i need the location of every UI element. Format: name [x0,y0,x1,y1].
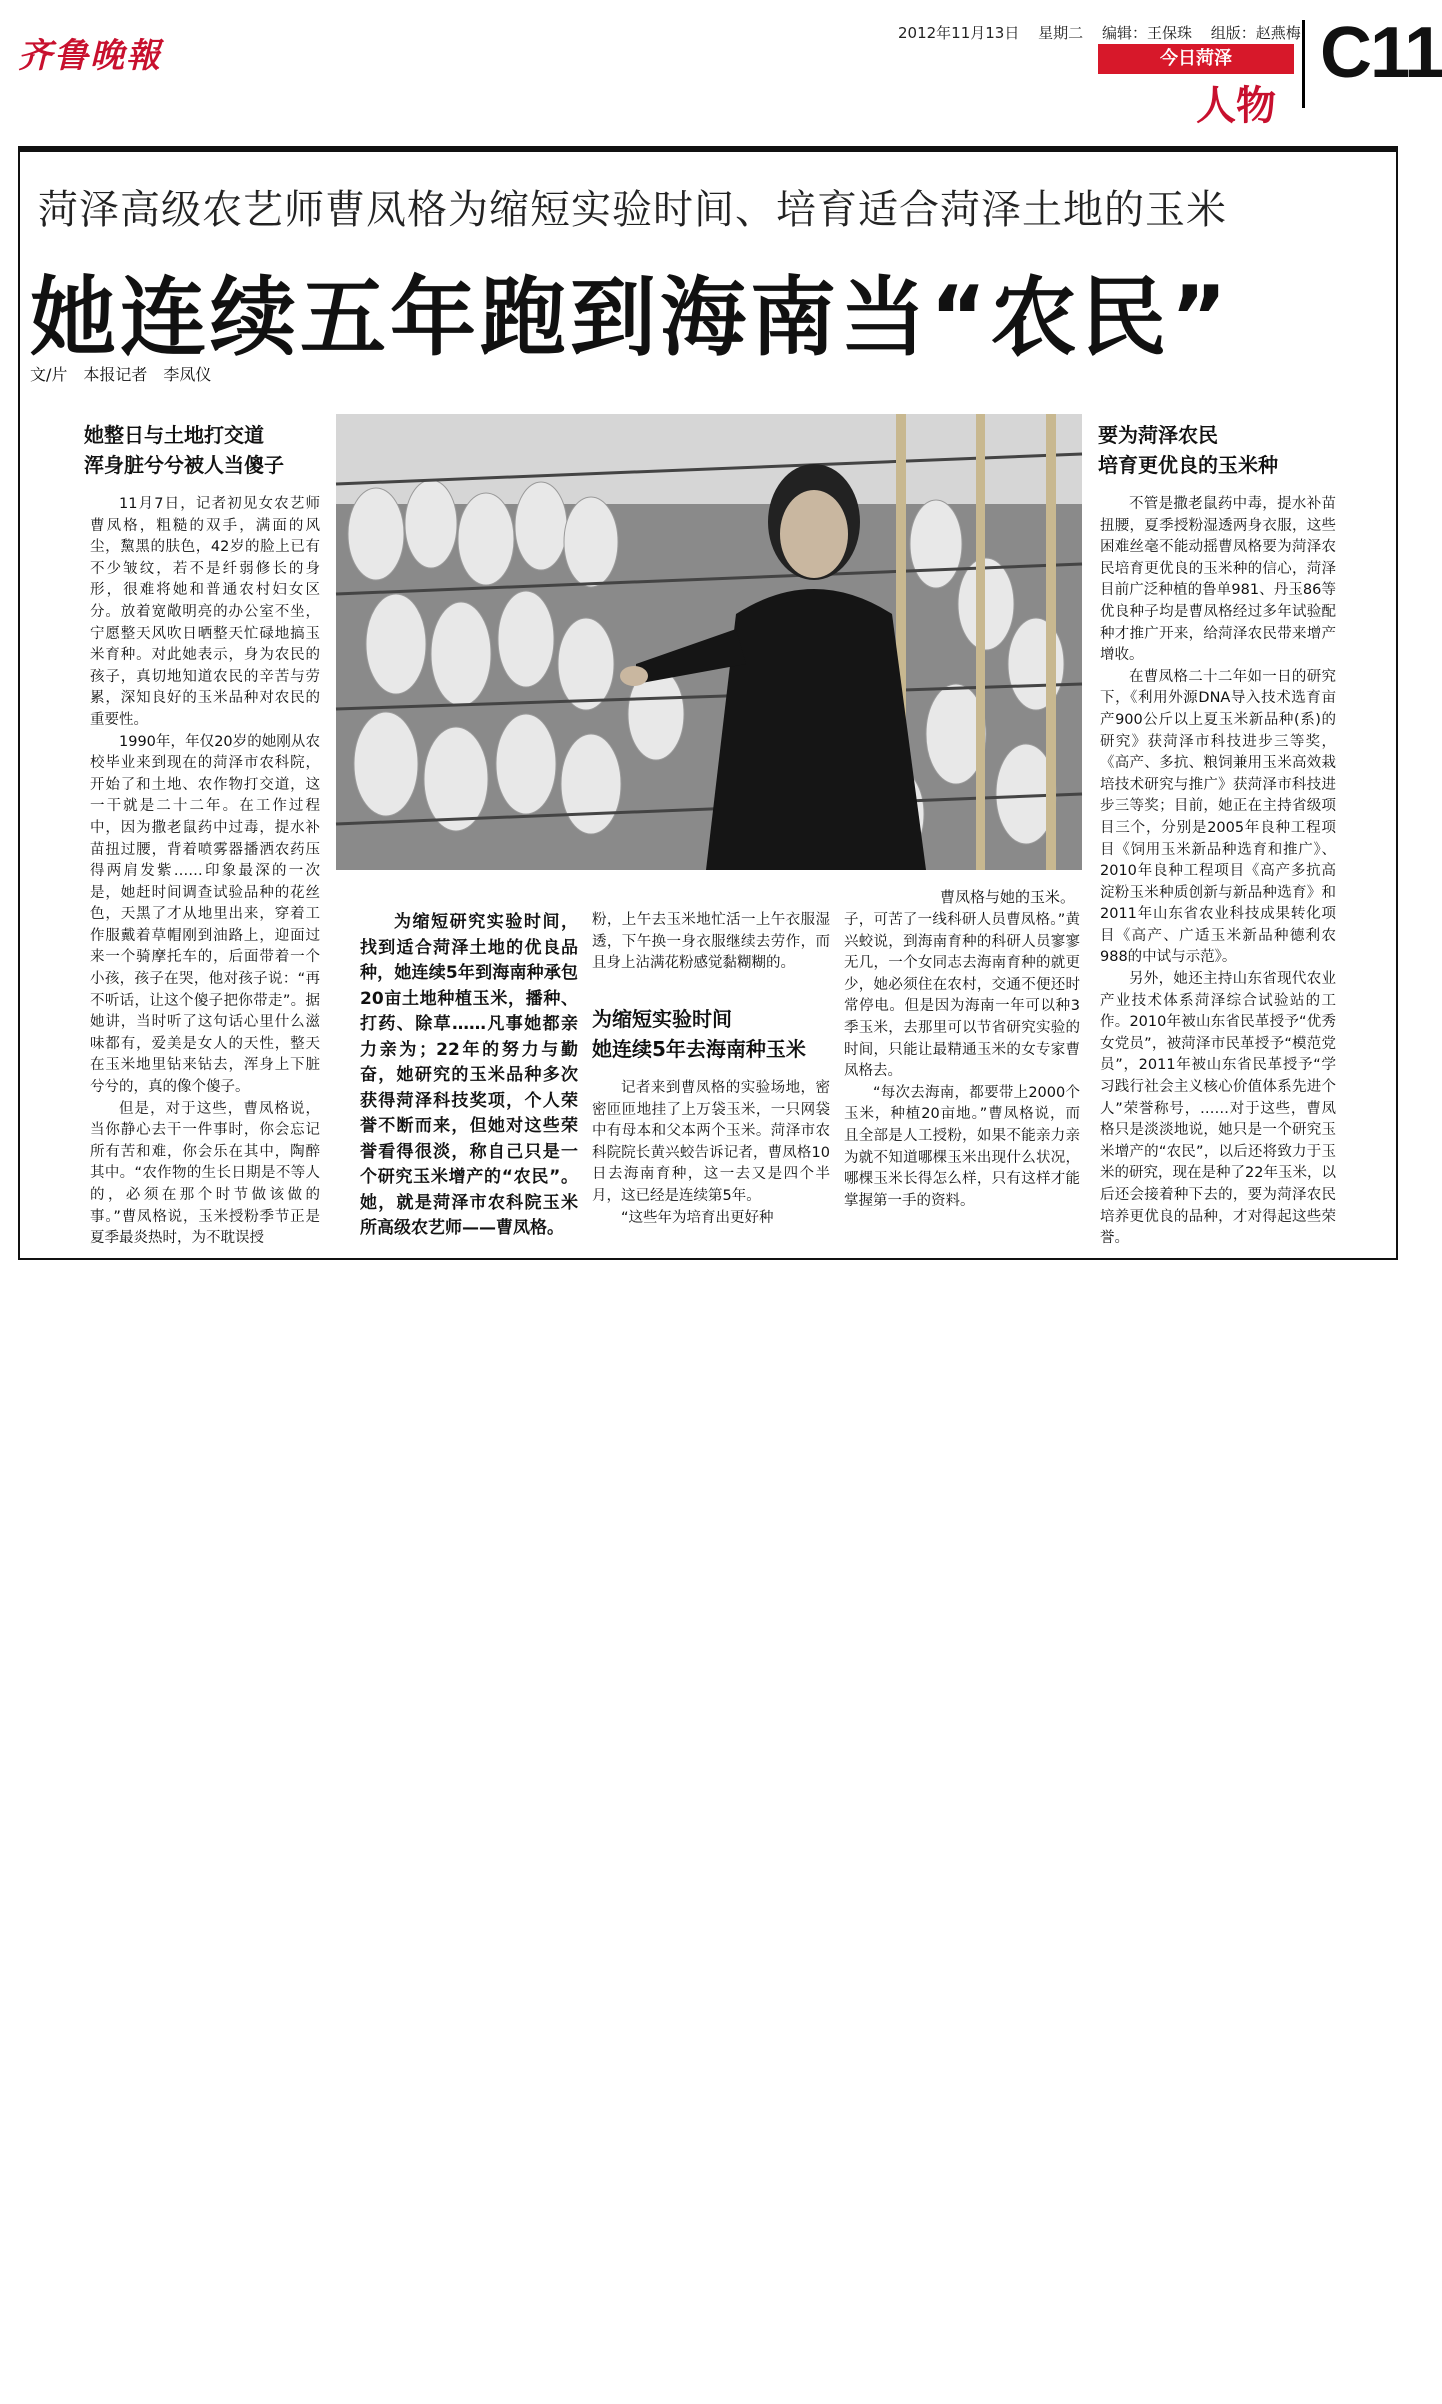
col4-paragraph: “每次去海南，都要带上2000个玉米，种植20亩地。”曹凤格说，而且全部是人工授粉，如果不能亲力亲为就不知道哪棵玉米出现什么状况，哪棵玉米长得怎么样，只有这样才能掌握第一手的资料。 [844,1084,1080,1209]
col3-paragraph: 记者来到曹凤格的实验场地，密密匝匝地挂了上万袋玉米，一只网袋中有母本和父本两个玉米。菏泽市农科院院长黄兴蛟告诉记者，曹凤格10日去海南育种，这一去又是四个半月，这已经是连续第5年。 [592,1080,830,1204]
article-photo [336,414,1082,870]
col5-body [1100,494,1336,1250]
article-headline: 她连续五年跑到海南当“农民” [30,268,1232,368]
issue-date: 2012年11月13日 [898,24,1020,42]
col5-paragraph: 另外，她还主持山东省现代农业产业技术体系菏泽综合试验站的工作。2010年被山东省民革授予“优秀女党员”，被菏泽市民革授予“模范党员”，2011年被山东省民革授予“学习践行社会主义核心价值体系先进个人”荣誉称号，……对于这些，曹凤格只是淡淡地说，她只是一个研究玉米增产的“农民”，以后还将致力于玉米的研究，现在是种了22年玉米，以后还会接着种下去的，要为菏泽农民培养更优良的品种，才对得起这些荣誉。 [1100,971,1336,1247]
col3-body-top [592,910,830,975]
col5-paragraph: 不管是撒老鼠药中毒，提水补苗扭腰，夏季授粉湿透两身衣服，这些困难丝毫不能动摇曹凤格要为菏泽农民培育更优良的玉米种的信心，菏泽目前广泛种植的鲁单981、丹玉86等优良种子均是曹凤格经过多年试验配种才推广开来，给菏泽农民带来增产增收。 [1100,496,1336,664]
photo-caption: 曹凤格与她的玉米。 [940,888,1076,906]
section-name: 人物 [1196,83,1276,129]
layout-credit: 组版：赵燕梅 [1210,24,1301,42]
col3-subheading-line2: 她连续5年去海南种玉米 [592,1037,806,1061]
col5-subheading [1098,420,1278,480]
col5-subheading-line2: 培育更优良的玉米种 [1098,453,1278,477]
col3-subheading [592,1004,806,1064]
lead-text: 为缩短研究实验时间，找到适合菏泽土地的优良品种，她连续5年到海南种承包20亩土地种植玉米，播种、打药、除草……凡事她都亲力亲为；22年的努力与勤奋，她研究的玉米品种多次获得菏泽科技奖项，个人荣誉不断而来，但她对这些荣誉看得很淡，称自己只是一个研究玉米增产的“农民”。她，就是菏泽市农科院玉米所高级农艺师——曹凤格。 [360,912,578,1238]
col5-subheading-line1: 要为菏泽农民 [1098,423,1218,447]
article-byline: 文/片 本报记者 李凤仪 [30,365,212,384]
header-divider [1302,20,1305,108]
col1-paragraph: 但是，对于这些，曹凤格说，当你静心去干一件事时，你会忘记所有苦和难，你会乐在其中，陶醉其中。“农作物的生长日期是不等人的，必须在那个时节做该做的事。”曹凤格说，玉米授粉季节正是夏季最炎热时，为不耽误授 [90,1100,320,1247]
col3-subheading-line1: 为缩短实验时间 [592,1007,732,1031]
col3-paragraph: 粉，上午去玉米地忙活一上午衣服湿透，下午换一身衣服继续去劳作，而且身上沾满花粉感觉黏糊糊的。 [592,912,830,972]
col4-body [844,910,1080,1212]
col3-paragraph: “这些年为培育出更好种 [621,1209,774,1226]
col3-body [592,1078,830,1229]
page-number: C11 [1320,13,1442,93]
photo-illustration [336,414,1082,870]
newspaper-masthead: 齐鲁晚報 [18,36,162,76]
col1-paragraph: 1990年，年仅20岁的她刚从农校毕业来到现在的菏泽市农科院，开始了和土地、农作物打交道，这一干就是二十二年。在工作过程中，因为撒老鼠药中过毒，提水补苗扭过腰，背着喷雾器播洒农药压得两肩发紫……印象最深的一次是，她赶时间调查试验品种的花丝色，天黑了才从地里出来，穿着工作服戴着草帽刚到油路上，迎面过来一个骑摩托车的，后面带着一个小孩，孩子在哭，他对孩子说：“再不听话，让这个傻子把你带走”。据她讲，当时听了这句话心里什么滋味都有，爱美是女人的天性，整天在玉米地里钻来钻去，浑身上下脏兮兮的，真的像个傻子。 [90,733,320,1096]
editor-credit: 编辑：王保珠 [1101,24,1192,42]
dateline [898,22,1315,43]
col1-body [90,494,320,1250]
issue-weekday: 星期二 [1038,24,1084,42]
lead-paragraph [360,910,578,1242]
col1-subheading [84,420,284,480]
col1-paragraph: 11月7日，记者初见女农艺师曹凤格，粗糙的双手，满面的风尘，黧黑的肤色，42岁的脸上已有不少皱纹，若不是纤弱修长的身形，很难将她和普通农村妇女区分。放着宽敞明亮的办公室不坐，宁愿整天风吹日晒整天忙碌地搞玉米育种。对此她表示，身为农民的孩子，真切地知道农民的辛苦与劳累，深知良好的玉米品种对农民的重要性。 [90,496,320,728]
col4-paragraph: 子，可苦了一线科研人员曹凤格。”黄兴蛟说，到海南育种的科研人员寥寥无几，一个女同志去海南育种的就更少，她必须住在农村，交通不便还时常停电。但是因为海南一年可以种3季玉米，去那里可以节省研究实验的时间，只能让最精通玉米的女专家曹凤格去。 [844,912,1080,1080]
col1-subheading-line1: 她整日与土地打交道 [84,423,264,447]
col1-subheading-line2: 浑身脏兮兮被人当傻子 [84,453,284,477]
col5-paragraph: 在曹凤格二十二年如一日的研究下，《利用外源DNA导入技术选育亩产900公斤以上夏玉米新品种(系)的研究》获菏泽市科技进步三等奖，《高产、多抗、粮饲兼用玉米高效栽培技术研究与推广》获菏泽市科技进步三等奖；目前，她正在主持省级项目三个，分别是2005年良种工程项目《饲用玉米新品种选育和推广》、2010年良种工程项目《高产多抗高淀粉玉米种质创新与新品种选育》和2011年山东省农业科技成果转化项目《高产、广适玉米新品种德利农988的中试与示范》。 [1100,668,1336,966]
article-subtitle: 菏泽高级农艺师曹凤格为缩短实验时间、培育适合菏泽土地的玉米 [38,187,1227,233]
section-label: 今日菏泽 [1098,44,1294,74]
